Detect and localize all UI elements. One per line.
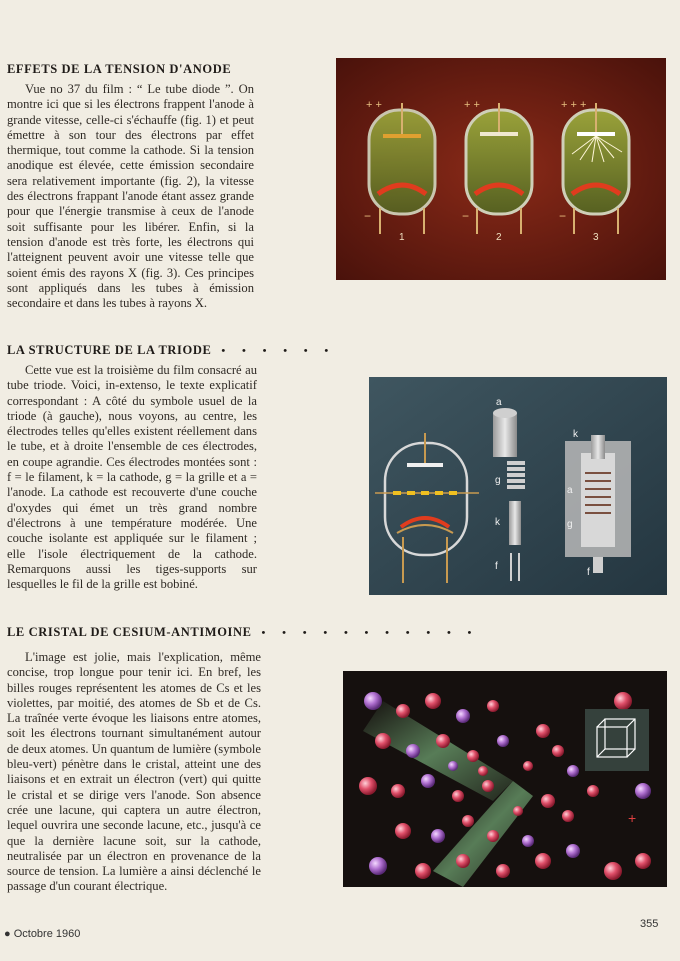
cs-atom bbox=[496, 864, 510, 878]
cs-atom bbox=[395, 823, 411, 839]
sb-cs-atom bbox=[522, 835, 534, 847]
cs-atom bbox=[552, 745, 564, 757]
triode-figure bbox=[369, 377, 667, 595]
sb-cs-atom bbox=[421, 774, 435, 788]
tube-1-minus: − bbox=[364, 209, 372, 223]
sb-cs-atom bbox=[448, 761, 458, 771]
sb-cs-atom bbox=[364, 692, 382, 710]
cs-atom bbox=[523, 761, 533, 771]
cs-atom bbox=[456, 854, 470, 868]
cs-atom bbox=[462, 815, 474, 827]
section-2-dots: • • • • • • bbox=[221, 345, 336, 357]
cs-atom bbox=[452, 790, 464, 802]
sb-cs-atom bbox=[431, 829, 445, 843]
cs-atom bbox=[467, 750, 479, 762]
cs-atom bbox=[614, 692, 632, 710]
section-1-body: Vue no 37 du film : “ Le tube diode ”. On montre ici que si les électrons frappent l'anode à grande vitesse, celle-ci s'échauffe (fig. 1) et peut émettre à son tour des électrons par effet thermique, tout comme la cathode. Si la tension anodique est élevée, cette émission secondaire sera relativement importante (fig. 2), la vitesse des électrons frappant l'anode étant assez grande pour que l'énergie transmise à ceux de l'anode soit suffisante pour les libérer. Enfin, si la tension d'anode est très forte, les électrons qui l'atteignent peuvent avoir une vitesse telle que soient émis des rayons X (fig. 3). Ces principes sont appliqués dans les tubes à émission secondaire et dans les tubes à rayons X. bbox=[7, 82, 254, 311]
label-f-right: f bbox=[587, 567, 590, 578]
section-2-heading: LA STRUCTURE DE LA TRIODE • • • • • • bbox=[7, 343, 336, 357]
fig-2-number: 2 bbox=[496, 232, 502, 243]
cs-atom bbox=[604, 862, 622, 880]
diode-figure bbox=[336, 58, 666, 280]
section-1-heading: EFFETS DE LA TENSION D'ANODE bbox=[7, 62, 232, 76]
tube-1-plus: + + bbox=[366, 99, 382, 111]
cs-atom bbox=[635, 853, 651, 869]
crystal-figure bbox=[343, 671, 667, 887]
cs-atom bbox=[562, 810, 574, 822]
sb-cs-atom bbox=[369, 857, 387, 875]
cs-atom bbox=[375, 733, 391, 749]
fig-3-number: 3 bbox=[593, 232, 599, 243]
sb-cs-atom bbox=[406, 744, 420, 758]
cs-atom bbox=[391, 784, 405, 798]
cs-atom bbox=[482, 780, 494, 792]
cs-atom bbox=[541, 794, 555, 808]
sb-cs-atom bbox=[456, 709, 470, 723]
section-3-body: L'image est jolie, mais l'explication, même concise, trop longue pour tenir ici. En bref, les billes rouges représentent les atomes de Cs et les violettes, par moitié, des atomes de Sb et de Cs. La traînée verte évoque les liaisons entre atomes, soit les électrons tournant simultanément autour de deux atomes. Un quantum de lumière (symbole bleu-vert) pénètre dans le cristal, atteint une des liaisons et en extrait un électron (vert) qui quitte le cristal et se dirige vers l'anode. Son absence crée une lacune, qui captera un autre électron, lequel ouvrira une seconde lacune, etc., jusqu'à ce que la dernière lacune soit, sur la cathode, neutralisée par un électron en provenance de la source de tension. La lumière a ainsi déclenché le passage d'un courant électrique. bbox=[7, 650, 261, 894]
tube-2-minus: − bbox=[462, 209, 470, 223]
cs-atom bbox=[487, 830, 499, 842]
plus-sign: + bbox=[628, 810, 637, 826]
label-k-center: k bbox=[495, 517, 500, 528]
cs-atom bbox=[425, 693, 441, 709]
cs-atom bbox=[415, 863, 431, 879]
label-a-center: a bbox=[496, 397, 502, 408]
cs-atom bbox=[535, 853, 551, 869]
tube-3-plus: + + + bbox=[561, 99, 587, 111]
triode-cutaway bbox=[565, 435, 631, 573]
cs-atom bbox=[536, 724, 550, 738]
sb-cs-atom bbox=[566, 844, 580, 858]
cs-atom bbox=[478, 766, 488, 776]
cs-atom bbox=[587, 785, 599, 797]
tube-2-plus: + + bbox=[464, 99, 480, 111]
sb-cs-atom bbox=[635, 783, 651, 799]
section-2-body: Cette vue est la troisième du film consacré au tube triode. Voici, in-extenso, le texte explicatif correspondant : A côté du symbole usuel de la triode (à gauche), nous voyons, au centre, les électrodes telles qu'elles existent réellement dans le tube, et à droite l'ensemble de ces électrodes, en coupe agrandie. Ces électrodes montées sont : f = le filament, k = la cathode, g = la grille et a = l'anode. La cathode est recouverte d'une couche d'oxydes qui émet un très grand nombre d'électrons à une température modérée. Une couche isolante est appliquée sur le filament ; elle l'isole électriquement de la cathode. Remarquons aussi les tiges-supports sur lesquelles le fil de la grille est bobiné. bbox=[7, 363, 257, 592]
tube-3-minus: − bbox=[559, 209, 567, 223]
section-3-heading: LE CRISTAL DE CESIUM-ANTIMOINE • • • • • • • • • • • bbox=[7, 625, 479, 639]
footer-date: ● Octobre 1960 bbox=[4, 928, 81, 940]
label-f-center: f bbox=[495, 561, 498, 572]
cs-atom bbox=[436, 734, 450, 748]
label-a-right: a bbox=[567, 485, 573, 496]
sb-cs-atom bbox=[567, 765, 579, 777]
cs-atom bbox=[396, 704, 410, 718]
label-g-center: g bbox=[495, 475, 501, 486]
cs-atom bbox=[487, 700, 499, 712]
fig-1-number: 1 bbox=[399, 232, 405, 243]
cs-atom bbox=[359, 777, 377, 795]
page-number: 355 bbox=[640, 918, 659, 930]
section-3-dots: • • • • • • • • • • • bbox=[261, 627, 479, 639]
label-g-right: g bbox=[567, 519, 573, 530]
label-k-right: k bbox=[573, 429, 578, 440]
cs-atom bbox=[513, 806, 523, 816]
sb-cs-atom bbox=[497, 735, 509, 747]
unit-cell-inset bbox=[585, 709, 649, 771]
